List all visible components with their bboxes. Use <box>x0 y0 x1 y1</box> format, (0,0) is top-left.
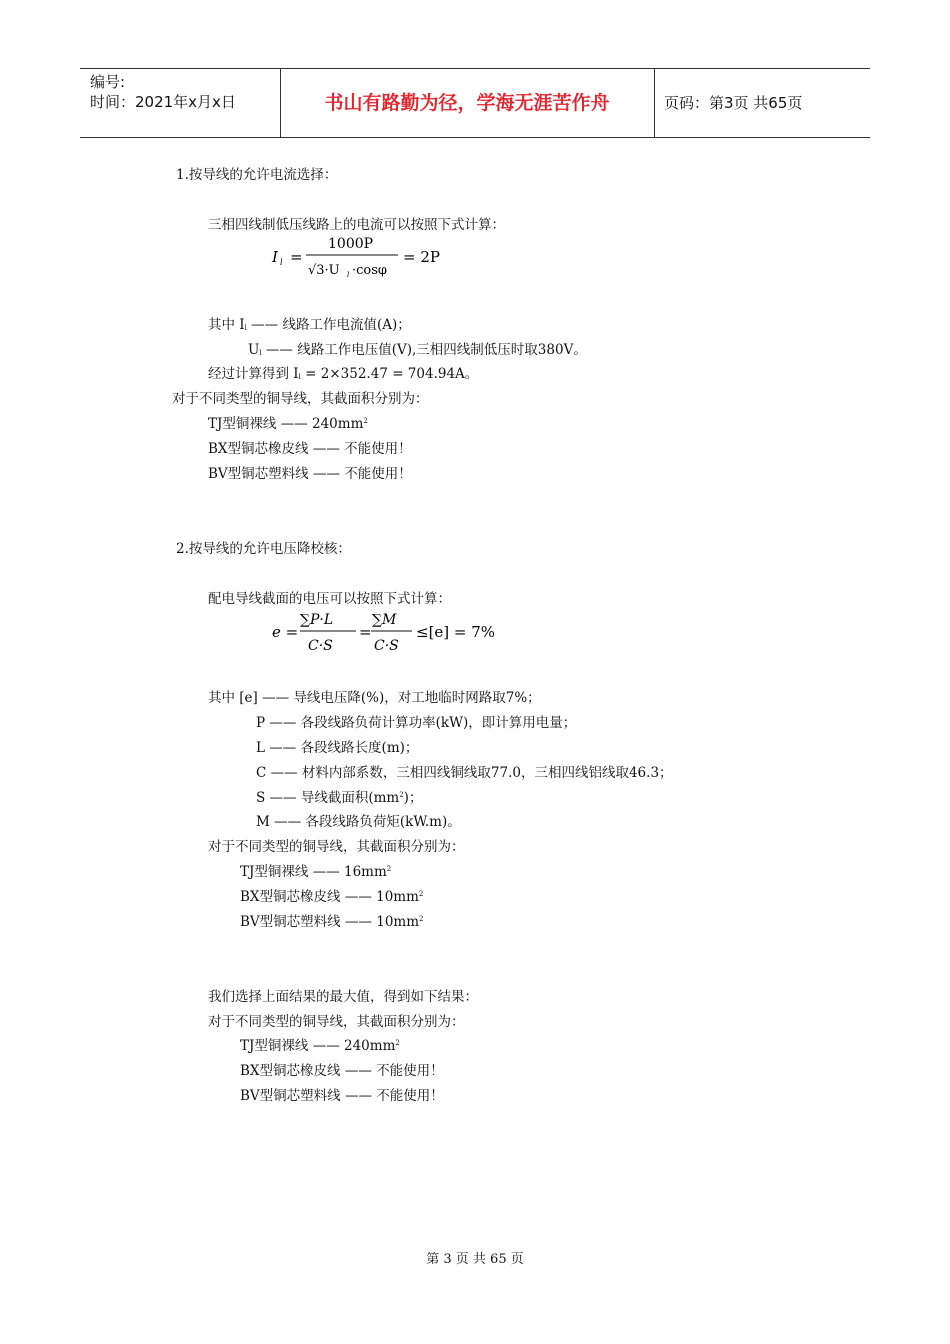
copper-intro: 对于不同类型的铜导线，其截面积分别为： <box>208 1014 465 1030</box>
where-U: Ul —— 线路工作电压值(V),三相四线制低压时取380V。 <box>248 342 587 358</box>
number-label: 编号: <box>90 73 126 91</box>
where-S: S —— 导线截面积$(mm^2)$； <box>256 790 423 806</box>
formula-den-tail: ·cosφ <box>352 263 388 278</box>
copper-intro: 对于不同类型的铜导线，其截面积分别为： <box>208 839 465 855</box>
header-meta <box>80 69 280 137</box>
formula-eq: = <box>359 623 372 641</box>
section1-intro: 三相四线制低压线路上的电流可以按照下式计算： <box>208 217 505 233</box>
formula-lhs-sub: l <box>280 258 283 267</box>
tj-line: TJ型铜裸线 —— $16mm^2$ <box>240 864 392 880</box>
formula-denominator: √3·U <box>308 263 340 278</box>
formula-tail: ≤[e] = 7% <box>416 623 496 641</box>
bx-line: BX型铜芯橡皮线 —— 不能使用！ <box>208 441 412 457</box>
copper-intro: 对于不同类型的铜导线，其截面积分别为： <box>172 391 429 407</box>
page-footer: 第 3 页 共 65 页 <box>426 1252 524 1267</box>
where-L: L —— 各段线路长度(m)； <box>256 740 419 756</box>
bv-line: BV型铜芯塑料线 —— 不能使用！ <box>240 1088 444 1104</box>
bv-line: BV型铜芯塑料线 —— 不能使用！ <box>208 466 412 482</box>
header-motto: 书山有路勤为径，学海无涯苦作舟 <box>324 92 610 114</box>
voltage-drop-formula <box>270 605 500 657</box>
tj-line: TJ型铜裸线 —— $240mm^2$ <box>208 416 368 432</box>
calc-result: 经过计算得到 Il = 2×352.47 = 704.94A。 <box>208 366 479 382</box>
where-e: 其中 [e] —— 导线电压降(%)，对工地临时网路取7%； <box>208 690 541 706</box>
where-C: C —— 材料内部系数，三相四线铜线取77.0，三相四线铝线取46.3； <box>256 765 673 781</box>
page-header <box>80 68 870 138</box>
header-page-label: 页码：第3页 共65页 <box>664 94 803 112</box>
where-M: M —— 各段线路负荷矩(kW.m)。 <box>256 814 461 830</box>
formula-lhs: I <box>272 248 278 266</box>
header-divider <box>654 69 655 137</box>
where-I: 其中 Il —— 线路工作电流值(A)； <box>208 317 411 333</box>
section2-intro: 配电导线截面的电压可以按照下式计算： <box>208 591 451 607</box>
formula-rhs: = 2P <box>403 248 440 266</box>
section1-title: 1.按导线的允许电流选择： <box>176 167 338 183</box>
formula-den2: C·S <box>374 638 399 654</box>
formula-den-sub: l <box>347 271 350 279</box>
bx-line: BX型铜芯橡皮线 —— 不能使用！ <box>240 1063 444 1079</box>
formula-numerator: 1000P <box>328 236 374 252</box>
formula-num2: ∑M <box>372 612 397 628</box>
formula-den1: C·S <box>308 638 333 654</box>
svg-text:=: = <box>290 248 303 266</box>
where-P: P —— 各段线路负荷计算功率(kW)，即计算用电量； <box>256 715 577 731</box>
bx-line: BX型铜芯橡皮线 —— $10mm^2$ <box>240 889 424 905</box>
header-divider <box>280 69 281 137</box>
bv-line: BV型铜芯塑料线 —— $10mm^2$ <box>240 914 424 930</box>
current-formula <box>270 232 450 282</box>
section2-title: 2.按导线的允许电压降校核： <box>176 541 351 557</box>
result-intro: 我们选择上面结果的最大值，得到如下结果： <box>208 989 478 1005</box>
formula-num1: ∑P·L <box>300 612 334 628</box>
tj-line: TJ型铜裸线 —— $240mm^2$ <box>240 1038 400 1054</box>
time-label: 时间：2021年x月x日 <box>90 93 236 111</box>
formula-e: e = <box>272 623 299 641</box>
